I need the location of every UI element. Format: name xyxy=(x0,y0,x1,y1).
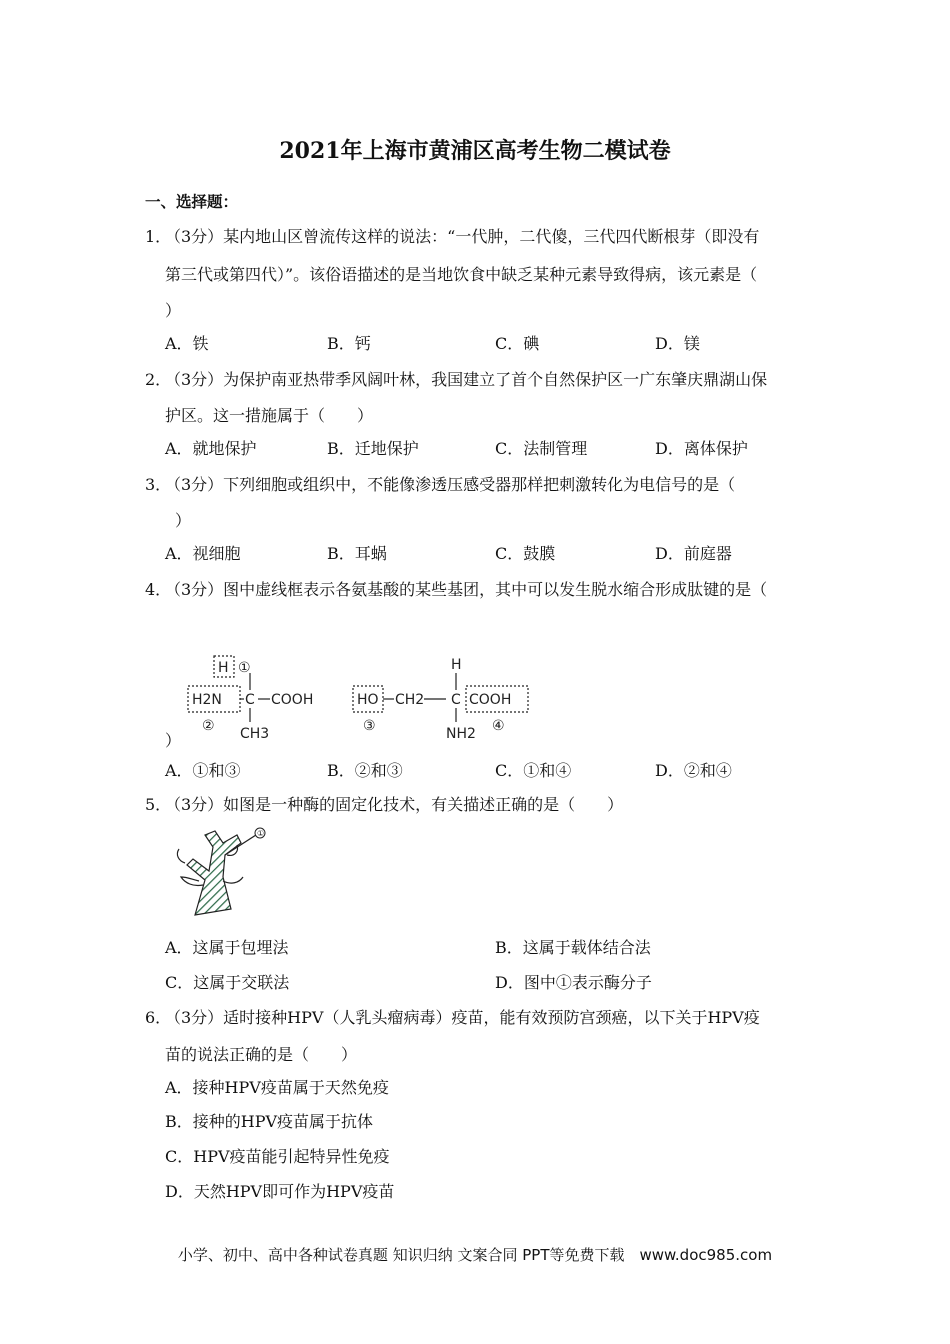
question-number: 3． xyxy=(145,475,172,494)
option-b: B．这属于载体结合法 xyxy=(495,938,651,957)
nh2-group-label: NH2 xyxy=(446,726,476,742)
c-atom-label: C xyxy=(245,692,255,708)
question-stem-line: （3分）某内地山区曾流传这样的说法：“一代肿，二代傻，三代四代断根芽（即没有 xyxy=(165,227,760,246)
c-atom-label: C xyxy=(451,692,461,708)
marker-2: ② xyxy=(202,718,215,734)
question-stem-line: （3分）图中虚线框表示各氨基酸的某些基团，其中可以发生脱水缩合形成肽键的是（ xyxy=(165,580,768,599)
ch3-group-label: CH3 xyxy=(240,726,270,742)
marker-1: ① xyxy=(238,660,251,676)
option-d: D．天然HPV即可作为HPV疫苗 xyxy=(165,1182,395,1201)
option-b: B．②和③ xyxy=(327,761,403,780)
immobilized-enzyme-figure xyxy=(165,825,275,920)
option-d: D．图中①表示酶分子 xyxy=(495,973,652,992)
question-stem-line: ） xyxy=(165,731,182,750)
question-stem-line: 第三代或第四代）”。该俗语描述的是当地饮食中缺乏某种元素导致得病，该元素是（ xyxy=(165,265,758,284)
amino-acid-figure xyxy=(180,648,550,743)
option-d: D．②和④ xyxy=(655,761,732,780)
question-stem-line: （3分）如图是一种酶的固定化技术，有关描述正确的是（ ） xyxy=(165,795,624,814)
option-b: B．钙 xyxy=(327,334,371,353)
ho-group-label: HO xyxy=(357,692,379,708)
question-stem-line: （3分）下列细胞或组织中，不能像渗透压感受器那样把刺激转化为电信号的是（ xyxy=(165,475,736,494)
option-a: A．①和③ xyxy=(165,761,241,780)
question-number: 2． xyxy=(145,370,172,389)
option-c: C．这属于交联法 xyxy=(165,973,290,992)
question-number: 5． xyxy=(145,795,172,814)
marker-4: ④ xyxy=(492,718,505,734)
page-title: 2021年上海市黄浦区高考生物二模试卷 xyxy=(279,138,671,164)
question-stem-line: ） xyxy=(165,301,182,320)
option-a: A．视细胞 xyxy=(165,544,241,563)
question-stem-line: 护区。这一措施属于（ ） xyxy=(165,406,374,425)
question-stem-line: 苗的说法正确的是（ ） xyxy=(165,1045,358,1064)
question-number: 4． xyxy=(145,580,172,599)
option-c: C．法制管理 xyxy=(495,439,588,458)
option-b: B．迁地保护 xyxy=(327,439,419,458)
option-d: D．离体保护 xyxy=(655,439,748,458)
option-c: C．HPV疫苗能引起特异性免疫 xyxy=(165,1147,390,1166)
question-number: 1． xyxy=(145,227,172,246)
h-atom-label: H xyxy=(218,660,229,676)
option-b: B．接种的HPV疫苗属于抗体 xyxy=(165,1112,374,1131)
option-d: D．前庭器 xyxy=(655,544,732,563)
option-a: A．就地保护 xyxy=(165,439,257,458)
option-c: C．①和④ xyxy=(495,761,572,780)
marker-3: ③ xyxy=(363,718,376,734)
option-d: D．镁 xyxy=(655,334,700,353)
option-b: B．耳蜗 xyxy=(327,544,387,563)
section-heading: 一、选择题： xyxy=(145,192,239,211)
h2n-group-label: H2N xyxy=(192,692,222,708)
page-footer: 小学、初中、高中各种试卷真题 知识归纳 文案合同 PPT等免费下载 www.doc985.com xyxy=(177,1246,773,1264)
option-a: A．接种HPV疫苗属于天然免疫 xyxy=(165,1078,389,1097)
marker-1: ① xyxy=(257,829,265,838)
question-stem-line: （3分）为保护南亚热带季风阔叶林，我国建立了首个自然保护区一广东肇庆鼎湖山保 xyxy=(165,370,768,389)
question-number: 6． xyxy=(145,1008,172,1027)
option-c: C．鼓膜 xyxy=(495,544,556,563)
question-stem-line: ） xyxy=(175,511,192,530)
option-c: C．碘 xyxy=(495,334,540,353)
cooh-group-label: COOH xyxy=(469,692,512,708)
option-a: A．这属于包埋法 xyxy=(165,938,289,957)
option-a: A．铁 xyxy=(165,334,209,353)
h-atom-label: H xyxy=(451,657,462,673)
cooh-group-label: COOH xyxy=(271,692,314,708)
ch2-group-label: CH2 xyxy=(395,692,425,708)
question-stem-line: （3分）适时接种HPV（人乳头瘤病毒）疫苗，能有效预防宫颈癌，以下关于HPV疫 xyxy=(165,1008,760,1027)
